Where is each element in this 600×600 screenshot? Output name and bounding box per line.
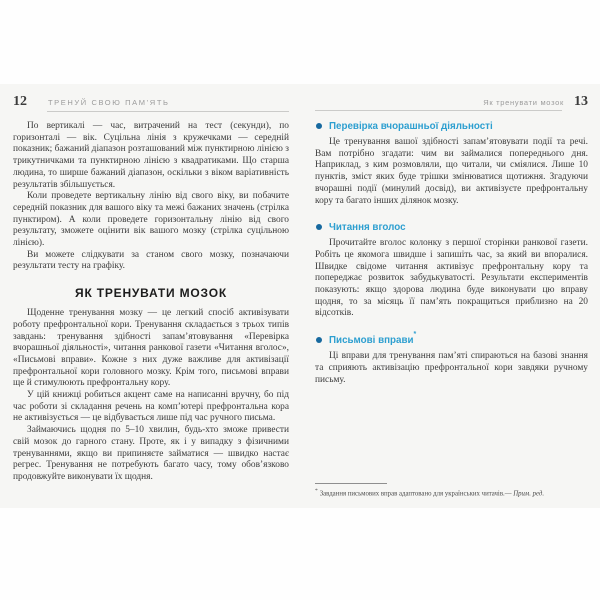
paragraph: По вертикалі — час, витрачений на тест (секунди), по горизонталі — вік. Суцільна лінія з кружечками — середній показник; бажаний діапазон розташований між пунктирною лінією з трикутничками та пунктирною лінією з квадратиками. Що старша людина, то ширше бажаний діапазон, оскільки з віком варіативність результатів збільшується.	[13, 121, 289, 190]
bullet-icon	[316, 123, 322, 129]
footnote-text	[315, 487, 588, 499]
footnote	[315, 483, 588, 499]
footnote-rule	[315, 483, 387, 484]
paragraph: Щоденне тренування мозку — це легкий спосіб активізувати роботу префронтальної кори. Тренування складається з трьох типів завдань: тренування здібності запам’ятовування «Перевірка вчорашньої діяльності», читання ранкової газети «Читання вголос», «Письмові вправи». Кожне з них дуже важливе для активізації префронтальної кори головного мозку. Крім того, письмові вправи ще й стимулюють префронтальну кору.	[13, 308, 289, 389]
sub-heading	[315, 222, 588, 233]
paragraph: Ви можете слідкувати за станом свого мозку, позначаючи результати тесту на графіку.	[13, 249, 289, 272]
page-number-right: 13	[574, 94, 588, 109]
running-title-right: Як тренувати мозок	[483, 98, 564, 107]
sub-heading-title: Читання вголос	[329, 222, 406, 234]
header-rule-right	[315, 110, 562, 111]
page-number-left: 12	[13, 94, 27, 109]
page-left-header	[13, 95, 289, 108]
sub-heading	[315, 121, 588, 132]
paragraph: Коли проведете вертикальну лінію від свого віку, ви побачите середній показник для вашого віку та межі бажаних значень (стрілка пунктиром). А коли проведете горизонтальну лінію від свого результату, зможете оцінити вік вашого мозку (стрілка суцільною лінією).	[13, 191, 289, 249]
paragraph: Прочитайте вголос колонку з першої сторінки ранкової газети. Робіть це якомога швидше і запишіть час, за який ви впоралися. Швидке свідоме читання активізує префронтальну кору та попереджає розвиток забудькуватості. Результати експериментів показують: якщо здорова людина буде виконувати цю вправу щодня, то за місяць її пам’ять покращиться приблизно на 20 відсотків.	[315, 238, 588, 319]
page-right-header	[315, 95, 588, 108]
sub-heading-title: Письмові вправи	[329, 335, 414, 347]
paragraph: У цій книжці робиться акцент саме на написанні вручну, бо під час роботи зі складання речень на комп’ютері префронтальна кора не активізується — це відбувається лише під час ручного письма.	[13, 390, 289, 424]
footnote-source: Прим. ред.	[513, 490, 545, 498]
bullet-icon	[316, 224, 322, 230]
page-left	[13, 95, 289, 484]
page-right	[315, 95, 588, 508]
paragraph: Це тренування вашої здібності запам’ятовувати події та речі. Вам потрібно згадати: чим ви займалися попереднього дня. Наприклад, з ким розмовляли, що читали, чи сміялися. Лише 10 пунктів, зміст яких буде трішки змінюватися щотижня. Згадуючи вчорашні події (минулий досвід), ви активізуєте префронтальну кору та багато інших ділянок мозку.	[315, 137, 588, 206]
sub-heading-title: Перевірка вчорашньої діяльності	[329, 121, 493, 132]
section-heading: ЯК ТРЕНУВАТИ МОЗОК	[75, 286, 227, 301]
bullet-icon	[316, 337, 322, 343]
paragraph: Ці вправи для тренування пам’яті спираються на базові знання та сприяють активізацію префронтальної кори завдяки ручному письму.	[315, 351, 588, 385]
footnote-symbol: *	[315, 488, 318, 494]
header-rule-left	[47, 111, 289, 112]
paragraph: Займаючись щодня по 5–10 хвилин, будь-хто зможе привести свій мозок до гарного стану. Проте, як і у випадку з фізичними тренуваннями, якщо ви припиняєте займатися — швидко настає регрес. Тренування не потребують багато часу, тому обов’язково продовжуйте виконувати їх щодня.	[13, 425, 289, 482]
footnote-body: Завдання письмових вправ адаптовано для українських читачів.—	[319, 490, 514, 498]
sub-heading: Письмові вправи *	[315, 335, 588, 346]
running-title-left: ТРЕНУЙ СВОЮ ПАМ’ЯТЬ	[48, 98, 170, 107]
